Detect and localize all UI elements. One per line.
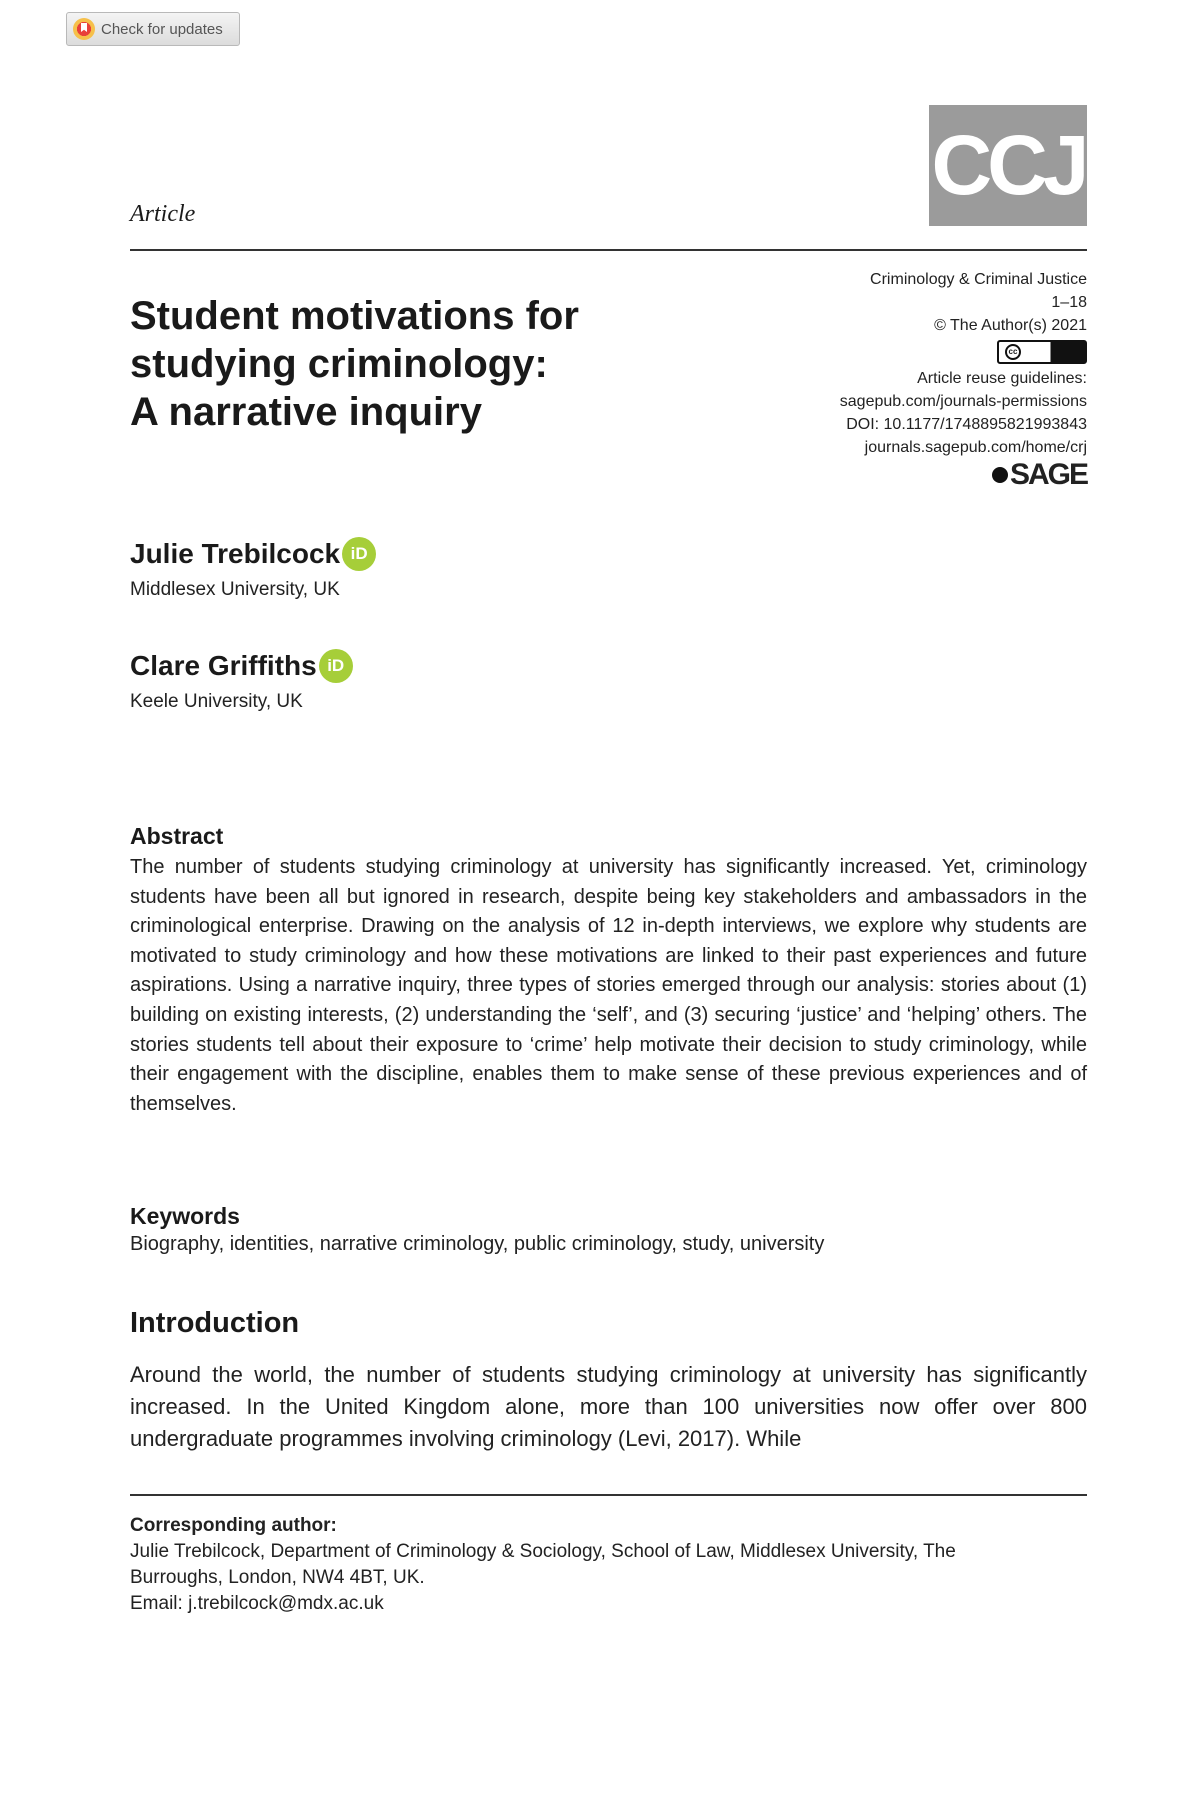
journal-logo xyxy=(929,105,1087,226)
title-line: A narrative inquiry xyxy=(130,390,482,434)
abstract-text: The number of students studying criminology at university has significantly increased. Yet, criminology students have been all but ignored in research, despite being key stakeholders and ambassadors in the criminological enterprise. Drawing on the analysis of 12 in-depth interviews, we explore why students are motivated to study criminology and how these motivations are linked to their past experiences and future aspirations. Using a narrative inquiry, three types of stories emerged through our analysis: stories about (1) building on existing interests, (2) understanding the ‘self’, and (3) securing ‘justice’ and ‘helping’ others. The stories students tell about their exposure to ‘crime’ help motivate their decision to study criminology, while their engagement with the discipline, enables them to make sense of these previous experiences and of themselves. xyxy=(130,856,1087,1115)
footnote-email[interactable]: Email: j.trebilcock@mdx.ac.uk xyxy=(130,1593,384,1614)
sage-dot-icon xyxy=(992,467,1008,483)
check-for-updates-button[interactable] xyxy=(66,12,240,46)
orcid-icon[interactable]: iD xyxy=(342,537,376,571)
journal-metadata xyxy=(840,268,1087,490)
reuse-link[interactable]: sagepub.com/journals-permissions xyxy=(839,393,1087,410)
abstract-heading: Abstract xyxy=(130,823,224,849)
author-affiliation: Middlesex University, UK xyxy=(130,579,340,600)
keywords-heading: Keywords xyxy=(130,1203,240,1229)
keywords-text: Biography, identities, narrative criminology, public criminology, study, university xyxy=(130,1233,825,1255)
publisher-logo xyxy=(992,458,1087,491)
footnote-address-line: Burroughs, London, NW4 4BT, UK. xyxy=(130,1567,425,1588)
author-name xyxy=(130,537,376,571)
title-line: Student motivations for xyxy=(130,294,579,338)
author-block xyxy=(130,537,376,601)
corresponding-author-note xyxy=(130,1513,1087,1617)
cc-license-icon[interactable] xyxy=(997,340,1087,364)
footnote-address-line: Julie Trebilcock, Department of Criminology & Sociology, School of Law, Middlesex University, The xyxy=(130,1541,956,1562)
attribution-icon: i xyxy=(1029,344,1045,360)
footnote-divider xyxy=(130,1494,1087,1496)
reuse-label: Article reuse guidelines: xyxy=(917,370,1087,387)
introduction-heading: Introduction xyxy=(130,1307,300,1339)
journal-url[interactable]: journals.sagepub.com/home/crj xyxy=(864,439,1087,456)
article-title xyxy=(130,292,690,436)
journal-logo-text: CCJ xyxy=(931,118,1085,212)
publisher-logo-text: SAGE xyxy=(1009,458,1087,491)
introduction-text: Around the world, the number of students studying criminology at university has significantly increased. In the United Kingdom alone, more than 100 universities now offer over 800 undergraduate programmes involving criminology (Levi, 2017). While xyxy=(130,1362,1087,1451)
header-divider xyxy=(130,249,1087,251)
check-for-updates-label: Check for updates xyxy=(101,20,223,38)
footnote-heading: Corresponding author: xyxy=(130,1515,337,1536)
bookmark-icon xyxy=(73,18,95,40)
journal-name: Criminology & Criminal Justice xyxy=(870,271,1087,288)
cc-icon: cc xyxy=(1005,344,1021,360)
copyright: © The Author(s) 2021 xyxy=(934,317,1087,334)
page-range: 1–18 xyxy=(1051,294,1087,311)
doi[interactable]: DOI: 10.1177/1748895821993843 xyxy=(846,416,1087,433)
orcid-icon[interactable]: iD xyxy=(319,649,353,683)
author-name-text: Julie Trebilcock xyxy=(130,538,341,569)
author-name xyxy=(130,649,353,683)
title-line: studying criminology: xyxy=(130,342,548,386)
author-block xyxy=(130,649,353,713)
author-name-text: Clare Griffiths xyxy=(130,650,317,681)
article-type: Article xyxy=(130,201,196,227)
author-affiliation: Keele University, UK xyxy=(130,691,303,712)
